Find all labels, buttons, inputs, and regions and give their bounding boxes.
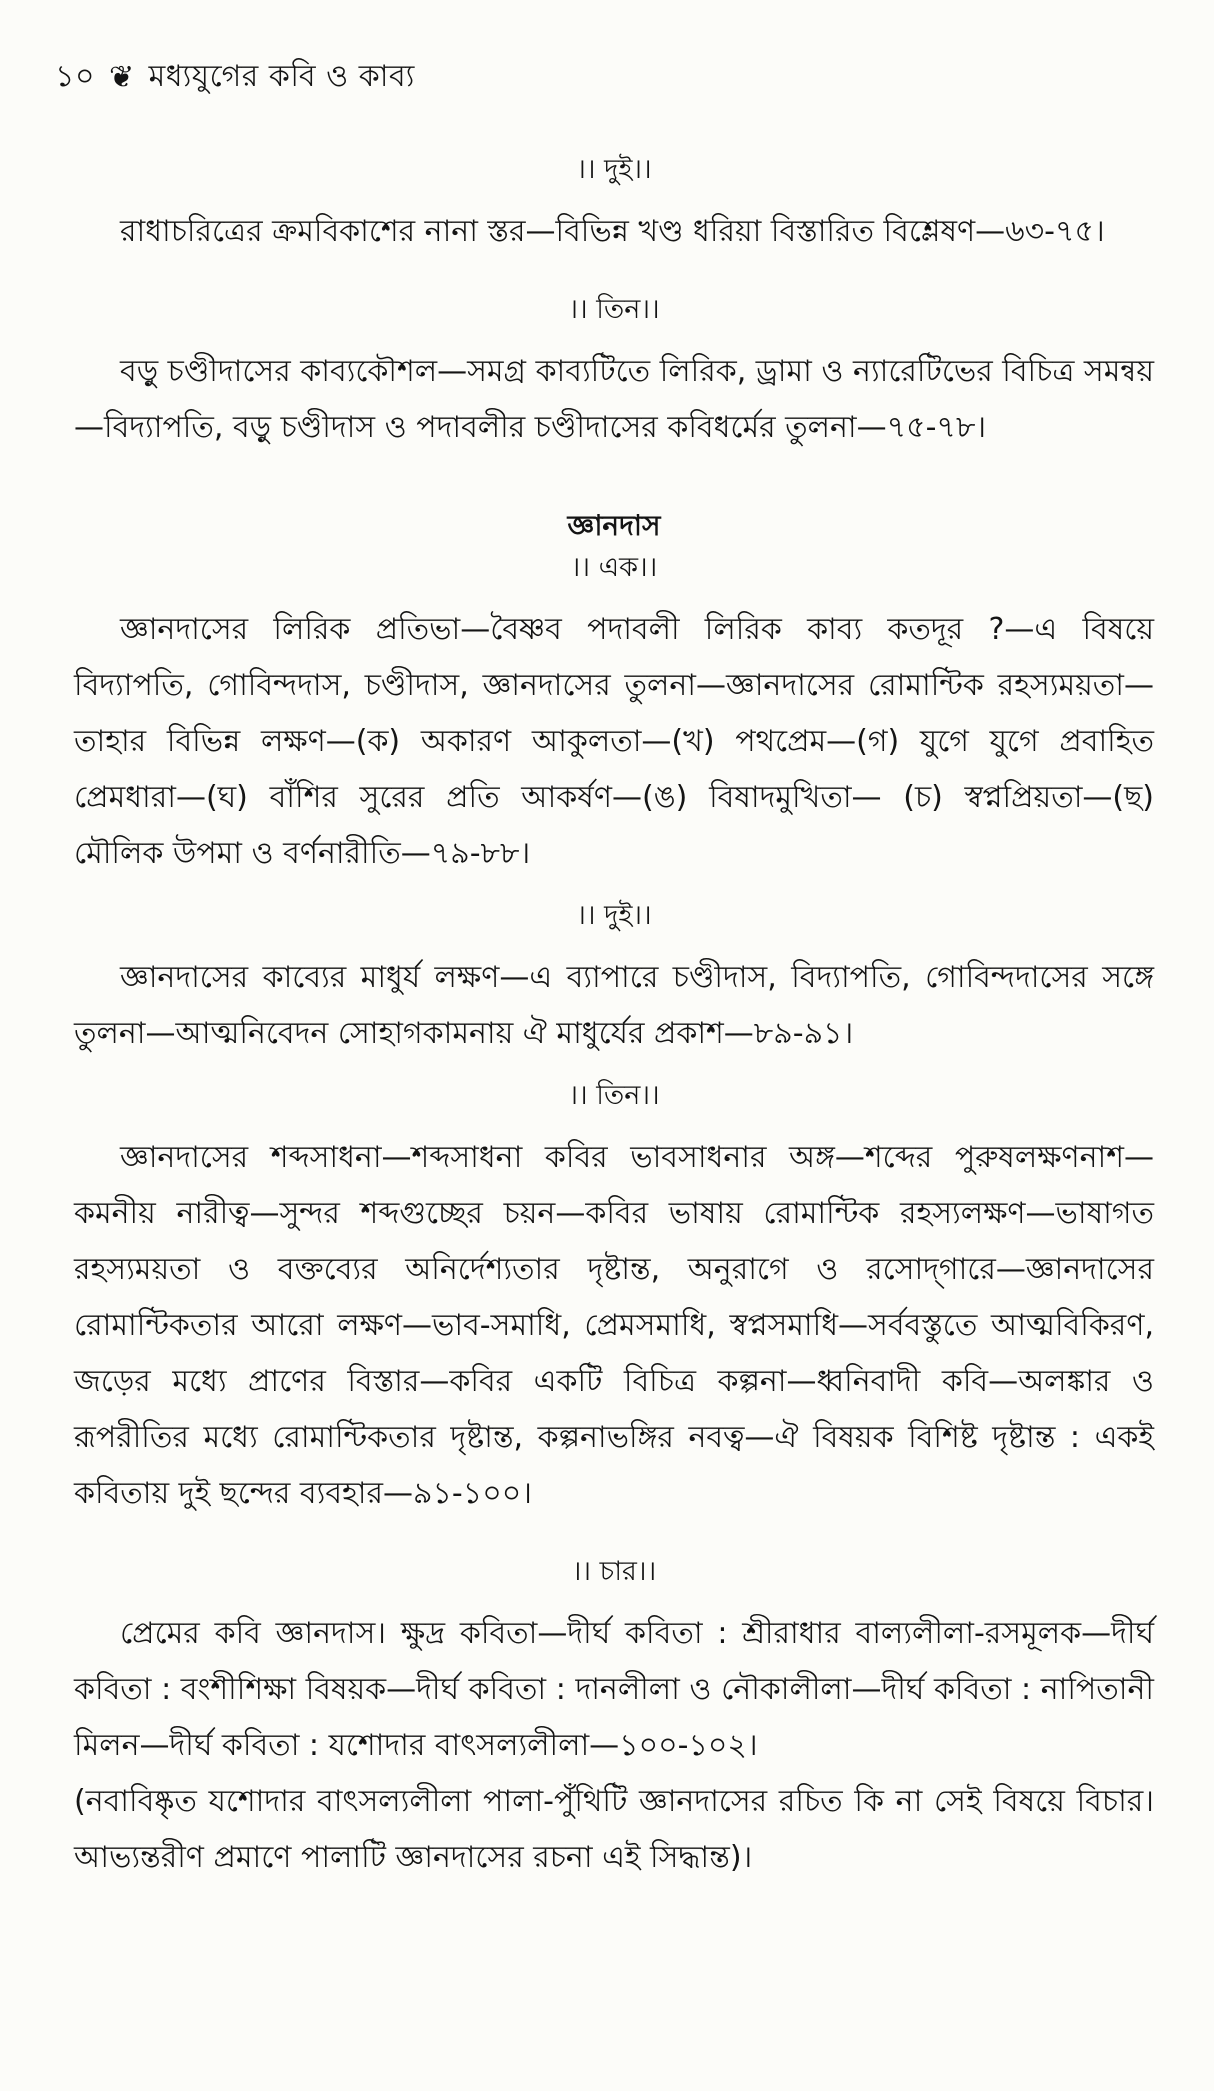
floral-ornament-icon: ❦ xyxy=(108,59,135,95)
section-note: (নবাবিষ্কৃত যশোদার বাৎসল্যলীলা পালা-পুঁথিটি জ্ঞানদাসের রচিত কি না সেই বিষয়ে বিচার। আভ্যন্তরীণ প্রমাণে পালাটি জ্ঞানদাসের রচনা এই সিদ্ধান্ত)। xyxy=(74,1784,1154,1875)
page-number: ১০ xyxy=(55,59,95,94)
section-heading: ।। তিন।। xyxy=(568,1080,660,1111)
section-summary: জ্ঞানদাসের শব্দসাধনা—শব্দসাধনা কবির ভাবসাধনার অঙ্গ—শব্দের পুরুষলক্ষণনাশ—কমনীয় নারীত্ব—সুন্দর শব্দগুচ্ছের চয়ন—কবির ভাষায় রোমান্টিক রহস্যলক্ষণ—ভাষাগত রহস্যময়তা ও বক্তব্যের অনির্দেশ্যতার দৃষ্টান্ত, অনুরাগে ও রসোদ্‌গারে—জ্ঞানদাসের রোমান্টিকতার আরো লক্ষণ—ভাব-সমাধি, প্রেমসমাধি, স্বপ্নসমাধি—সর্ববস্তুতে আত্মবিকিরণ, জড়ের মধ্যে প্রাণের বিস্তার—কবির একটি বিচিত্র কল্পনা—ধ্বনিবাদী কবি—অলঙ্কার ও রূপরীতির মধ্যে রোমান্টিকতার দৃষ্টান্ত, কল্পনাভঙ্গির নবত্ব—ঐ বিষয়ক বিশিষ্ট দৃষ্টান্ত : একই কবিতায় দুই ছন্দের ব্যবহার—৯১-১০০। xyxy=(74,1140,1154,1511)
section-heading: ।। দুই।। xyxy=(576,154,652,185)
section-summary: রাধাচরিত্রের ক্রমবিকাশের নানা স্তর—বিভিন্ন খণ্ড ধরিয়া বিস্তারিত বিশ্লেষণ—৬৩-৭৫। xyxy=(120,214,1105,249)
section-heading: ।। দুই।। xyxy=(576,900,652,931)
section-heading: ।। এক।। xyxy=(570,552,658,583)
section-heading: ।। চার।। xyxy=(571,1556,657,1587)
chapter-title: জ্ঞানদাস xyxy=(567,509,661,542)
section-summary: জ্ঞানদাসের কাব্যের মাধুর্য লক্ষণ—এ ব্যাপারে চণ্ডীদাস, বিদ্যাপতি, গোবিন্দদাসের সঙ্গে তুলনা—আত্মনিবেদন সোহাগকামনায় ঐ মাধুর্যের প্রকাশ—৮৯-৯১। xyxy=(74,960,1154,1051)
contents-body xyxy=(74,150,1154,1886)
book-title: মধ্যযুগের কবি ও কাব্য xyxy=(148,59,415,94)
section-summary: প্রেমের কবি জ্ঞানদাস। ক্ষুদ্র কবিতা—দীর্ঘ কবিতা : শ্রীরাধার বাল্যলীলা-রসমূলক—দীর্ঘ কবিতা : বংশীশিক্ষা বিষয়ক—দীর্ঘ কবিতা : দানলীলা ও নৌকালীলা—দীর্ঘ কবিতা : নাপিতানী মিলন—দীর্ঘ কবিতা : যশোদার বাৎসল্যলীলা—১০০-১০২। xyxy=(74,1616,1154,1763)
running-head xyxy=(55,52,415,103)
section-summary: জ্ঞানদাসের লিরিক প্রতিভা—বৈষ্ণব পদাবলী লিরিক কাব্য কতদূর ?—এ বিষয়ে বিদ্যাপতি, গোবিন্দদাস, চণ্ডীদাস, জ্ঞানদাসের তুলনা—জ্ঞানদাসের রোমান্টিক রহস্যময়তা—তাহার বিভিন্ন লক্ষণ—(ক) অকারণ আকুলতা—(খ) পথপ্রেম—(গ) যুগে যুগে প্রবাহিত প্রেমধারা—(ঘ) বাঁশির সুরের প্রতি আকর্ষণ—(ঙ) বিষাদমুখিতা— (চ) স্বপ্নপ্রিয়তা—(ছ) মৌলিক উপমা ও বর্ণনারীতি—৭৯-৮৮। xyxy=(74,612,1154,871)
section-heading: ।। তিন।। xyxy=(568,294,660,325)
section-summary: বড়ু চণ্ডীদাসের কাব্যকৌশল—সমগ্র কাব্যটিতে লিরিক, ড্রামা ও ন্যারেটিভের বিচিত্র সমন্বয়—বিদ্যাপতি, বড়ু চণ্ডীদাস ও পদাবলীর চণ্ডীদাসের কবিধর্মের তুলনা—৭৫-৭৮। xyxy=(74,354,1154,445)
